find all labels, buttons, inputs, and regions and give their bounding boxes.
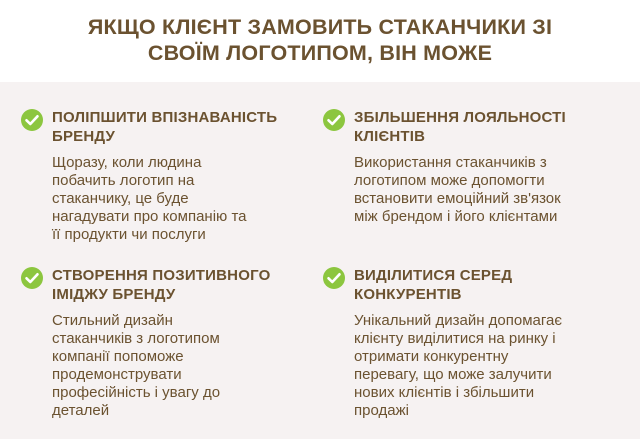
benefit-description-line: професійність і увагу до	[52, 384, 221, 401]
benefit-title-line: КЛІЄНТІВ	[354, 128, 426, 145]
benefit-description-line: деталей	[52, 402, 110, 419]
benefit-description-line: компанії попоможе	[52, 348, 184, 365]
benefit-title-line: ВИДІЛИТИСЯ СЕРЕД	[354, 267, 513, 284]
benefit-description	[52, 312, 220, 420]
benefit-description	[354, 312, 562, 420]
benefit-description	[52, 154, 247, 244]
benefit-title	[52, 108, 277, 146]
benefit-description-line: перевагу, що може залучити	[354, 366, 552, 383]
page-title-line-2: СВОЇМ ЛОГОТИПОМ, ВІН МОЖЕ	[147, 41, 493, 65]
benefit-description-line: отримати конкурентну	[354, 348, 509, 365]
benefit-title-line: БРЕНДУ	[52, 128, 116, 145]
check-circle-icon	[20, 108, 44, 132]
check-circle-icon	[20, 266, 44, 290]
benefit-description-line: Використання стаканчиків з	[354, 154, 547, 171]
benefit-description-line: продажі	[354, 402, 409, 419]
page-title-line-1: ЯКЩО КЛІЄНТ ЗАМОВИТЬ СТАКАНЧИКИ ЗІ	[87, 15, 553, 39]
benefit-title-line: СТВОРЕННЯ ПОЗИТИВНОГО	[52, 267, 271, 284]
page-title	[0, 14, 640, 66]
benefit-title-line: КОНКУРЕНТІВ	[354, 286, 462, 303]
benefit-description-line: логотипом може допомогти	[354, 172, 545, 189]
benefit-title	[52, 266, 270, 304]
benefit-title-line: ПОЛІПШИТИ ВПІЗНАВАНІСТЬ	[52, 109, 278, 126]
benefit-description-line: між брендом і його клієнтами	[354, 208, 558, 225]
benefit-description-line: Стильний дизайн	[52, 312, 173, 329]
benefit-description-line: встановити емоційний зв'язок	[354, 190, 561, 207]
benefit-title-line: ІМІДЖУ БРЕНДУ	[52, 286, 176, 303]
benefit-description	[354, 154, 561, 226]
benefit-description-line: нових клієнтів і збільшити	[354, 384, 535, 401]
benefit-description-line: Унікальний дизайн допомагає	[354, 312, 563, 329]
benefit-description-line: Щоразу, коли людина	[52, 154, 202, 171]
check-circle-icon	[322, 266, 346, 290]
benefit-description-line: її продукти чи послуги	[52, 226, 206, 243]
benefit-description-line: нагадувати про компанію та	[52, 208, 247, 225]
benefit-description-line: стаканчику, це буде	[52, 190, 189, 207]
benefit-title	[354, 108, 566, 146]
benefit-title	[354, 266, 512, 304]
header	[0, 0, 640, 82]
benefit-description-line: продемонструвати	[52, 366, 182, 383]
benefit-title-line: ЗБІЛЬШЕННЯ ЛОЯЛЬНОСТІ	[354, 109, 566, 126]
check-circle-icon	[322, 108, 346, 132]
benefit-description-line: побачить логотип на	[52, 172, 195, 189]
benefit-description-line: клієнту виділитися на ринку і	[354, 330, 556, 347]
benefit-description-line: стаканчиків з логотипом	[52, 330, 220, 347]
